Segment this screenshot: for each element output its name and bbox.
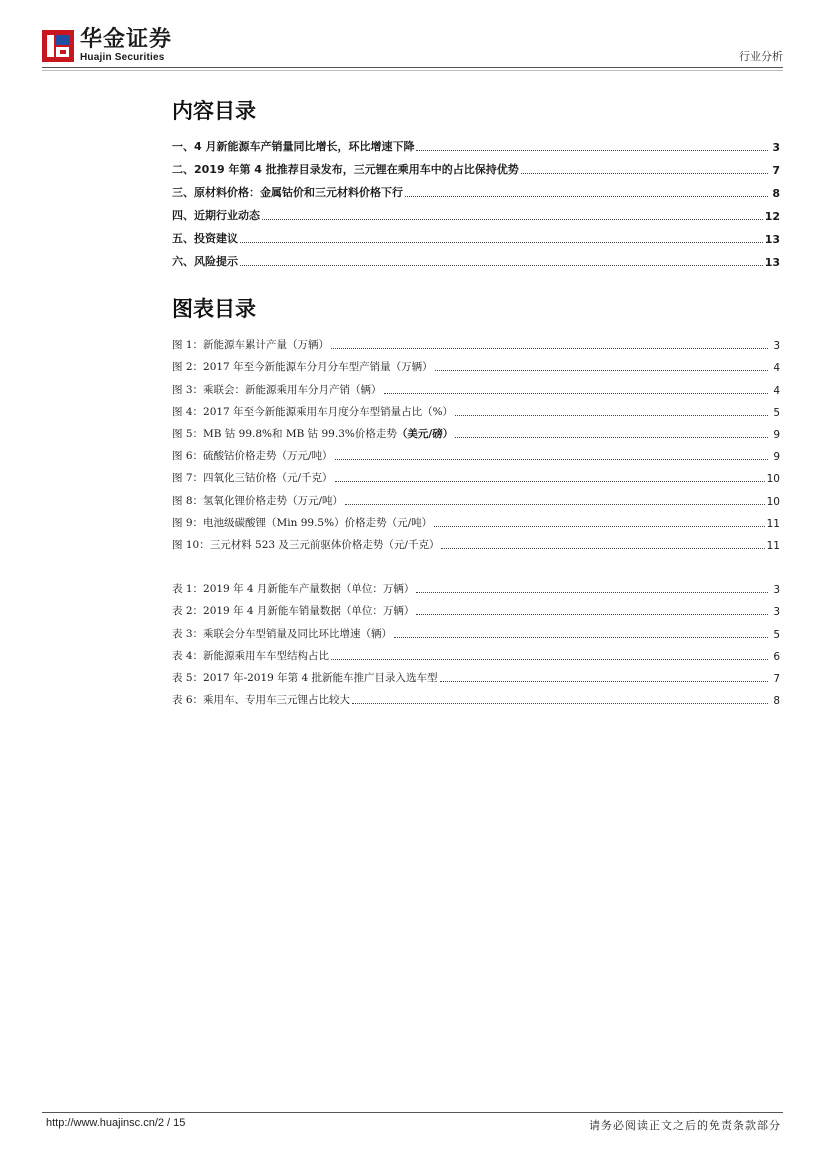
toc-item-page: 12 (764, 210, 780, 223)
figure-item[interactable] (172, 330, 780, 352)
toc-item-page: 3 (772, 141, 780, 154)
dot-leader (384, 392, 768, 394)
toc-list (172, 131, 780, 269)
dot-leader (416, 613, 768, 615)
dot-leader (240, 241, 763, 243)
dot-leader (345, 503, 765, 505)
figure-item-label: 图 6：硫酸钴价格走势（万元/吨） (172, 450, 333, 463)
toc-item-page: 13 (764, 233, 780, 246)
disclaimer-note: 请务必阅读正文之后的免责条款部分 (589, 1119, 781, 1132)
figure-item[interactable] (172, 352, 780, 374)
brand-name-cn: 华金证券 (80, 27, 173, 52)
figure-item[interactable] (172, 441, 780, 463)
figure-list (172, 330, 780, 552)
figures-title: 图表目录 (172, 297, 256, 321)
figure-item-page: 10 (766, 495, 780, 508)
figure-item-page: 5 (773, 406, 780, 419)
figure-item-page: 11 (766, 517, 780, 530)
toc-item-label: 一、4 月新能源车产销量同比增长，环比增速下降 (172, 140, 415, 153)
table-item-label: 表 4：新能源乘用车车型结构占比 (172, 649, 330, 662)
table-item-page: 3 (773, 606, 780, 619)
figure-item-label: 图 8：氢氧化锂价格走势（万元/吨） (172, 494, 344, 507)
dot-leader (352, 702, 768, 704)
figure-item-label: 图 5：MB 钴 99.8%和 MB 钴 99.3%价格走势（美元/磅） (172, 427, 454, 440)
toc-item-label: 三、原材料价格：金属钴价和三元材料价格下行 (172, 186, 403, 199)
figure-item-page: 9 (773, 428, 780, 441)
toc-item[interactable] (172, 177, 780, 200)
figure-item-label: 图 9：电池级碳酸锂（Min 99.5%）价格走势（元/吨） (172, 516, 433, 529)
huajin-logo-icon (42, 30, 74, 62)
figure-item[interactable] (172, 485, 780, 507)
toc-item[interactable] (172, 200, 780, 223)
dot-leader (405, 195, 768, 197)
table-item-page: 5 (773, 628, 780, 641)
dot-leader (262, 218, 763, 220)
toc-item[interactable] (172, 223, 780, 246)
brand-name-en: Huajin Securities (80, 52, 165, 63)
figure-item-page: 9 (773, 451, 780, 464)
table-item[interactable] (172, 618, 780, 640)
table-item-page: 8 (773, 695, 780, 708)
table-item[interactable] (172, 685, 780, 707)
figure-item-label: 图 1：新能源车累计产量（万辆） (172, 339, 330, 352)
dot-leader (331, 347, 768, 349)
dot-leader (455, 436, 768, 438)
figure-item-page: 4 (773, 362, 780, 375)
figure-item-page: 4 (773, 384, 780, 397)
table-item-label: 表 1：2019 年 4 月新能车产量数据（单位：万辆） (172, 583, 415, 596)
table-item-page: 6 (773, 650, 780, 663)
figure-item[interactable] (172, 508, 780, 530)
dot-leader (394, 636, 768, 638)
figure-item[interactable] (172, 419, 780, 441)
table-item-label: 表 2：2019 年 4 月新能车销量数据（单位：万辆） (172, 605, 415, 618)
dot-leader (440, 680, 768, 682)
table-item-page: 3 (773, 584, 780, 597)
dot-leader (416, 591, 768, 593)
footer-url[interactable]: http://www.huajinsc.cn/2 / 15 (46, 1117, 186, 1129)
dot-leader (416, 149, 768, 151)
figure-item[interactable] (172, 374, 780, 396)
table-item[interactable] (172, 574, 780, 596)
dot-leader (441, 547, 764, 549)
toc-item[interactable] (172, 246, 780, 269)
brand-logo (42, 28, 172, 66)
figure-item-page: 10 (766, 473, 780, 486)
dot-leader (434, 525, 765, 527)
table-item[interactable] (172, 663, 780, 685)
header-divider (42, 67, 783, 68)
toc-item[interactable] (172, 131, 780, 154)
header-divider-thin (42, 70, 783, 71)
toc-item-label: 四、近期行业动态 (172, 209, 260, 222)
figure-item-label: 图 7：四氧化三钴价格（元/千克） (172, 472, 333, 485)
dot-leader (435, 369, 768, 371)
toc-item-label: 五、投资建议 (172, 232, 238, 245)
figure-item-label: 图 10：三元材料 523 及三元前驱体价格走势（元/千克） (172, 538, 440, 551)
dot-leader (335, 480, 765, 482)
figure-item[interactable] (172, 397, 780, 419)
toc-item-page: 7 (772, 164, 780, 177)
figure-item-page: 11 (766, 539, 780, 552)
dot-leader (331, 658, 768, 660)
toc-item-label: 二、2019 年第 4 批推荐目录发布，三元锂在乘用车中的占比保持优势 (172, 163, 519, 176)
figure-item-unit: （美元/磅） (396, 427, 454, 440)
table-item-page: 7 (773, 672, 780, 685)
page-header (42, 28, 783, 68)
table-item-label: 表 6：乘用车、专用车三元锂占比较大 (172, 694, 351, 707)
footer-divider (42, 1112, 783, 1113)
document-type: 行业分析 (739, 50, 783, 63)
table-list (172, 574, 780, 707)
table-item-label: 表 5：2017 年-2019 年第 4 批新能车推广目录入选车型 (172, 671, 438, 684)
figure-item-label: 图 2：2017 年至今新能源车分月分车型产销量（万辆） (172, 361, 433, 374)
figure-item-page: 3 (773, 340, 780, 353)
table-item[interactable] (172, 641, 780, 663)
dot-leader (455, 414, 768, 416)
dot-leader (335, 458, 768, 460)
figure-item[interactable] (172, 530, 780, 552)
toc-item-page: 8 (772, 187, 780, 200)
toc-title: 内容目录 (172, 99, 256, 123)
toc-item[interactable] (172, 154, 780, 177)
figure-item[interactable] (172, 463, 780, 485)
dot-leader (521, 172, 768, 174)
toc-item-label: 六、风险提示 (172, 255, 238, 268)
figure-item-label: 图 4：2017 年至今新能源乘用车月度分车型销量占比（%） (172, 405, 454, 418)
figure-item-label: 图 3：乘联会：新能源乘用车分月产销（辆） (172, 383, 382, 396)
toc-item-page: 13 (764, 256, 780, 269)
dot-leader (240, 264, 763, 266)
table-item[interactable] (172, 596, 780, 618)
table-item-label: 表 3：乘联会分车型销量及同比环比增速（辆） (172, 627, 393, 640)
